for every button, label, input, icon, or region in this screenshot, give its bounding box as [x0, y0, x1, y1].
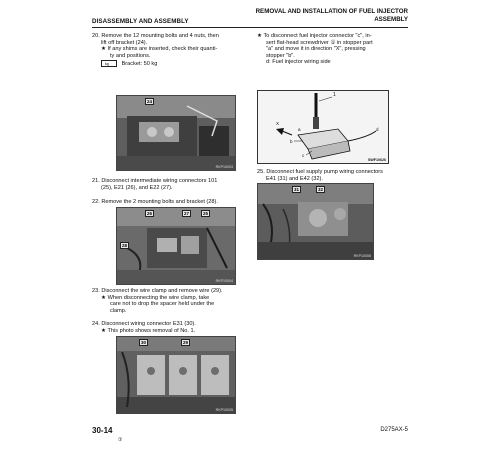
step-21-line2: (25), E21 (26), and E22 (27).	[101, 184, 173, 191]
connector-note-line5: d: Fuel injector wiring side	[266, 59, 331, 66]
revision-mark: ①	[118, 437, 123, 443]
page-title-line1: REMOVAL AND INSTALLATION OF FUEL INJECTOR	[255, 8, 408, 15]
step-23-note: ★ When disconnecting the wire clamp, take	[101, 294, 210, 301]
header-rule	[92, 27, 408, 28]
step-22: 22. Remove the 2 mounting bolts and bracket (28).	[92, 199, 218, 205]
section-heading: DISASSEMBLY AND ASSEMBLY	[92, 18, 189, 25]
step-20-line2: lift off bracket (24).	[101, 39, 148, 46]
step-20	[92, 33, 242, 68]
kg-weight-icon	[101, 60, 117, 67]
step-25-line1: 25. Disconnect fuel supply pump wiring connectors	[257, 169, 383, 175]
photo-pump-connectors	[257, 183, 374, 260]
step-23-line1: 23. Disconnect the wire clamp and remove wire (29).	[92, 288, 223, 294]
connector-note	[257, 33, 409, 66]
model-name: D275AX-5	[380, 427, 408, 433]
diagram-code: SWF10626	[368, 158, 386, 162]
connector-diagram	[257, 90, 389, 164]
step-25-line2: E41 (31) and E42 (32).	[266, 175, 323, 182]
step-23-note2: care not to drop the spacer held under the	[110, 301, 215, 308]
callout-24: 24	[147, 99, 153, 104]
step-24-line1: 24. Disconnect wiring connector E31 (30).	[92, 321, 196, 327]
connector-note-line2: sert flat-head screwdriver ① in stopper part	[266, 39, 373, 46]
step-20-weight	[92, 60, 242, 68]
callout-25: 25	[203, 211, 209, 216]
connector-note-line4: stopper "b".	[266, 52, 295, 59]
page-title	[208, 8, 408, 24]
svg-text:kg: kg	[105, 62, 109, 67]
photo-connector-e31	[116, 336, 236, 414]
label-a: a	[298, 127, 301, 132]
photo-bracket-28	[116, 207, 236, 285]
weight-label: Bracket: 50 kg	[121, 61, 158, 68]
label-1: 1	[333, 92, 336, 98]
step-23-note3: clamp.	[110, 307, 127, 314]
step-24-note: ★ This photo shows removal of No. 1.	[101, 327, 196, 334]
photo-code: RKP10004	[215, 279, 233, 283]
callout-30: 30	[141, 340, 147, 345]
callout-29: 29	[183, 340, 189, 345]
callout-26: 26	[147, 211, 153, 216]
page-number: 30-14	[92, 426, 113, 435]
label-c: c	[302, 153, 305, 158]
photo-bracket-24	[116, 95, 236, 171]
step-20-note: ★ If any shims are inserted, check their quanti-	[101, 46, 218, 53]
step-25	[257, 169, 409, 182]
photo-code: RKP10006	[353, 254, 371, 258]
label-d: d	[376, 127, 379, 132]
page-title-line2: ASSEMBLY	[374, 16, 408, 23]
step-21	[92, 178, 242, 191]
connector-note-line1: ★ To disconnect fuel injector connector "c", in-	[257, 33, 372, 39]
callout-28: 28	[122, 243, 128, 248]
callout-32: 32	[318, 187, 324, 192]
step-20-note2: ty and positions.	[110, 52, 151, 59]
callout-27: 27	[184, 211, 190, 216]
callout-31: 31	[294, 187, 300, 192]
step-20-line1: 20. Remove the 12 mounting bolts and 4 nuts, then	[92, 33, 219, 39]
connector-note-line3: "a" and move it in direction "X", pressing	[266, 46, 366, 53]
step-23	[92, 288, 244, 314]
step-24	[92, 321, 244, 334]
photo-code: RKP10003	[215, 165, 233, 169]
photo-code: RKP10005	[215, 408, 233, 412]
label-x: X	[276, 121, 280, 126]
step-21-line1: 21. Disconnect intermediate wiring connectors 101	[92, 178, 218, 184]
label-b: b	[290, 139, 293, 144]
